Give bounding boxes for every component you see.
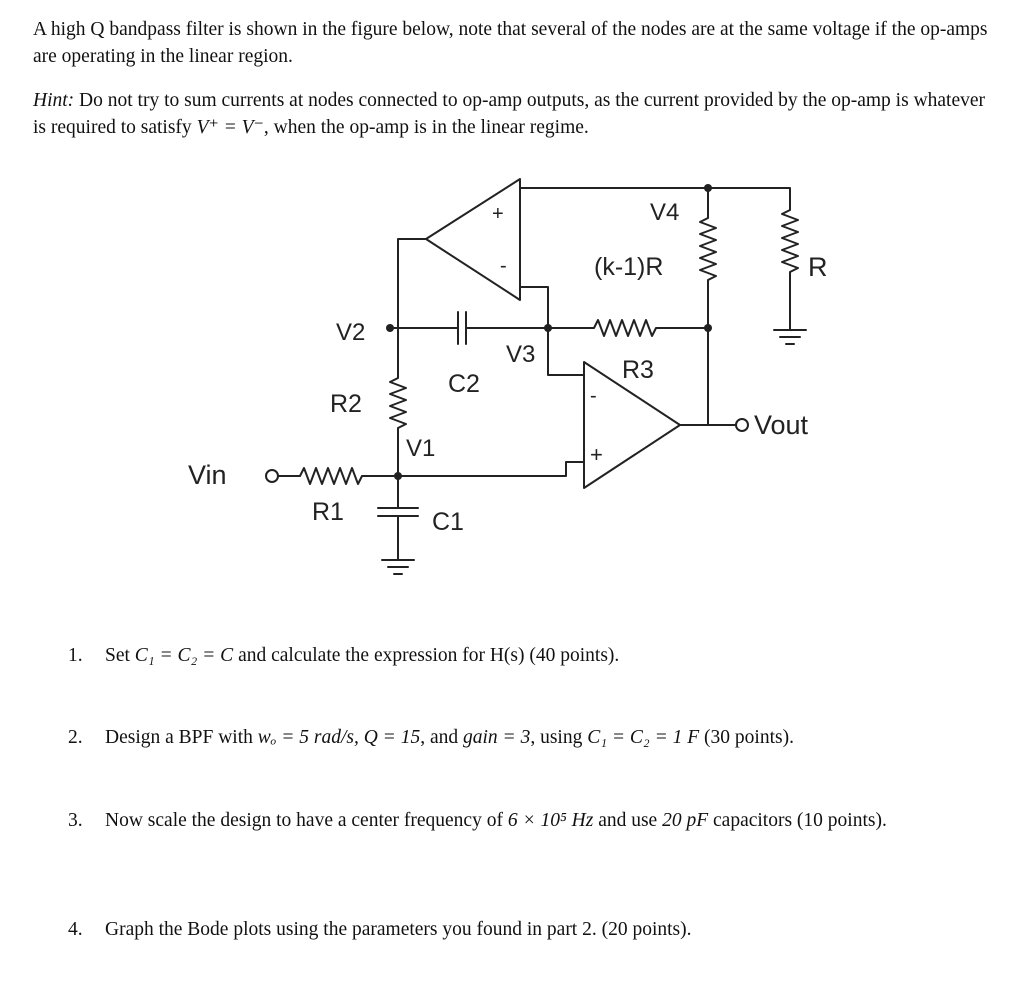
hint-math: V⁺ = V⁻ (196, 117, 264, 138)
top-opamp-minus: - (500, 255, 507, 277)
bottom-opamp-minus: - (590, 385, 597, 407)
question-text: Graph the Bode plots using the parameters you found in part 2. (20 points). (105, 919, 692, 940)
hint-label: Hint: (33, 90, 75, 111)
question-number: 3. (68, 810, 83, 831)
label-v3: V3 (506, 341, 536, 368)
label-vin: Vin (188, 460, 227, 490)
intro-text: A high Q bandpass filter is shown in the figure below, note that several of the nodes are at the same voltage if the op-amps are operating in the linear region. (33, 19, 988, 67)
label-r1: R1 (312, 498, 344, 526)
capacitor-c2 (458, 312, 466, 344)
hint-text-b: , when the op-amp is in the linear regime. (263, 117, 589, 138)
wire-output (680, 328, 736, 425)
question-number: 1. (68, 645, 83, 666)
label-r: R (808, 252, 828, 282)
top-opamp-plus: + (492, 203, 504, 225)
wire-to-r (708, 188, 798, 330)
bandpass-filter-circuit (0, 160, 1024, 600)
ground-r (774, 330, 806, 344)
question-text: Now scale the design to have a center frequency of 6 × 10⁵ Hz and use 20 pF capacitors (10 points). (105, 810, 887, 831)
resistor-r3 (548, 320, 708, 336)
top-opamp (426, 179, 520, 300)
node-v3 (544, 324, 552, 332)
label-v1: V1 (406, 435, 436, 462)
wire-v3-minus (548, 328, 584, 375)
question-number: 4. (68, 919, 83, 940)
node-r3-right (704, 324, 712, 332)
hint-text-a: Do not try to sum currents at nodes connected to op-amp outputs, as the current provided by the op-amp is whatever is required to satisfy (33, 90, 986, 138)
node-v4 (704, 184, 712, 192)
intro-paragraph (33, 16, 993, 70)
wire-v1-plus (398, 462, 584, 476)
label-r2: R2 (330, 390, 362, 418)
question-text: Set C₁ = C₂ = C and calculate the expression for H(s) (40 points). (105, 645, 620, 666)
label-r3: R3 (622, 356, 654, 384)
hint-paragraph (33, 87, 993, 141)
label-k1r: (k-1)R (594, 253, 664, 281)
label-vout: Vout (754, 410, 809, 440)
question-number: 2. (68, 727, 83, 748)
resistor-k1r (700, 188, 716, 328)
capacitor-c1 (378, 476, 418, 560)
resistor-r1 (278, 468, 398, 484)
label-c2: C2 (448, 370, 480, 398)
wire-minus-to-v3 (520, 287, 548, 328)
wire-top-opamp-output (398, 239, 426, 328)
bottom-opamp-plus: + (590, 442, 603, 467)
node-v1 (394, 472, 402, 480)
terminal-vout (736, 419, 748, 431)
resistor-r2 (390, 328, 406, 476)
ground-c1 (382, 560, 414, 574)
terminal-vin (266, 470, 278, 482)
label-v4: V4 (650, 199, 680, 226)
label-v2: V2 (336, 319, 366, 346)
node-v2 (386, 324, 394, 332)
label-c1: C1 (432, 508, 464, 536)
question-text: Design a BPF with wₒ = 5 rad/s, Q = 15, and gain = 3, using C₁ = C₂ = 1 F (30 points). (105, 727, 794, 748)
